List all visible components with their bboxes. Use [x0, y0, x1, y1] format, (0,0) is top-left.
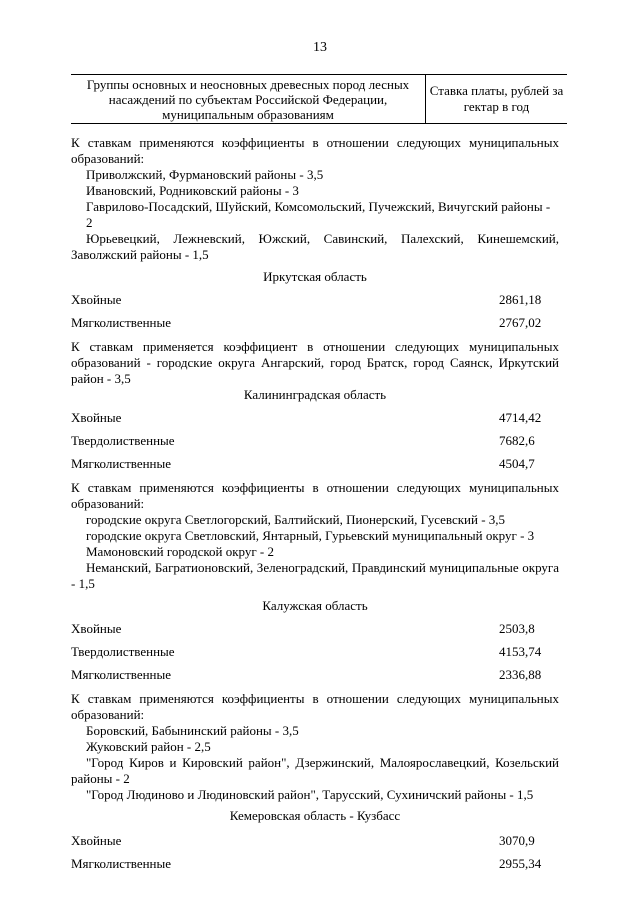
species-name: Твердолиственные	[71, 644, 175, 659]
table-row	[71, 856, 559, 872]
rate-value: 4153,74	[499, 644, 542, 659]
region-title-kaluga: Калужская область	[262, 598, 368, 613]
list-item: Жуковский район - 2,5	[86, 739, 211, 754]
species-name: Твердолиственные	[71, 433, 175, 448]
kaliningrad-coefficients-intro: К ставкам применяются коэффициенты в отношении следующих муниципальных образований:	[71, 480, 559, 511]
table-row	[71, 292, 559, 308]
list-item: городские округа Светлогорский, Балтийский, Пионерский, Гусевский - 3,5	[86, 512, 506, 527]
rate-value: 2955,34	[499, 856, 542, 871]
species-name: Мягколиственные	[71, 667, 172, 682]
list-item: Боровский, Бабынинский районы - 3,5	[86, 723, 299, 738]
rate-value: 2861,18	[499, 292, 542, 307]
irkutsk-coefficient-note: К ставкам применяется коэффициент в отношении следующих муниципальных образований - городские округа Ангарский, город Братск, город Саянск, Иркутский район - 3,5	[71, 339, 559, 386]
list-item: "Город Киров и Кировский район", Дзержинский, Малоярославецкий, Козельский районы - 2	[71, 755, 559, 786]
region-title-kaliningrad: Калининградская область	[243, 387, 387, 402]
table-row	[71, 644, 559, 660]
document-body	[71, 135, 559, 872]
region-title-kemerovo: Кемеровская область - Кузбасс	[229, 808, 401, 823]
list-item: Юрьевецкий, Лежневский, Южский, Савинский, Палехский, Кинешемский, Заволжский районы - 1,5	[71, 231, 559, 262]
rate-value: 2767,02	[499, 315, 542, 330]
list-item: Мамоновский городской округ - 2	[86, 544, 275, 559]
table-row	[71, 315, 559, 331]
rate-value: 4714,42	[499, 410, 542, 425]
page-number: 13	[313, 40, 327, 55]
rate-value: 2336,88	[499, 667, 542, 682]
header-rate-column: Ставка платы, рублей за гектар в год	[429, 83, 564, 114]
table-row	[71, 621, 559, 637]
species-name: Хвойные	[71, 410, 122, 425]
header-groups-column: Группы основных и неосновных древесных пород лесных насаждений по субъектам Российской Федерации, муниципальным образованиям	[71, 75, 426, 123]
rate-value: 3070,9	[499, 833, 535, 848]
ivanovo-coefficients-intro: К ставкам применяются коэффициенты в отношении следующих муниципальных образований:	[71, 135, 559, 166]
species-name: Хвойные	[71, 833, 122, 848]
list-item: "Город Людиново и Людиновский район", Тарусский, Сухиничский районы - 1,5	[86, 787, 534, 802]
list-item: Ивановский, Родниковский районы - 3	[86, 183, 299, 198]
rate-value: 7682,6	[499, 433, 535, 448]
region-title-irkutsk: Иркутская область	[263, 269, 367, 284]
table-row	[71, 433, 559, 449]
table-row	[71, 456, 559, 472]
list-item: Гаврилово-Посадский, Шуйский, Комсомольский, Пучежский, Вичугский районы - 2	[86, 199, 551, 230]
table-row	[71, 410, 559, 426]
list-item: Приволжский, Фурмановский районы - 3,5	[86, 167, 324, 182]
kaluga-coefficients-intro: К ставкам применяются коэффициенты в отношении следующих муниципальных образований:	[71, 691, 559, 722]
rate-value: 2503,8	[499, 621, 535, 636]
species-name: Хвойные	[71, 621, 122, 636]
species-name: Мягколиственные	[71, 856, 172, 871]
table-header	[71, 74, 567, 124]
rate-value: 4504,7	[499, 456, 535, 471]
list-item: городские округа Светловский, Янтарный, Гурьевский муниципальный округ - 3	[86, 528, 535, 543]
list-item: Неманский, Багратионовский, Зеленоградский, Правдинский муниципальные округа - 1,5	[71, 560, 559, 591]
species-name: Мягколиственные	[71, 315, 172, 330]
table-row	[71, 667, 559, 683]
species-name: Мягколиственные	[71, 456, 172, 471]
species-name: Хвойные	[71, 292, 122, 307]
table-row	[71, 833, 559, 849]
